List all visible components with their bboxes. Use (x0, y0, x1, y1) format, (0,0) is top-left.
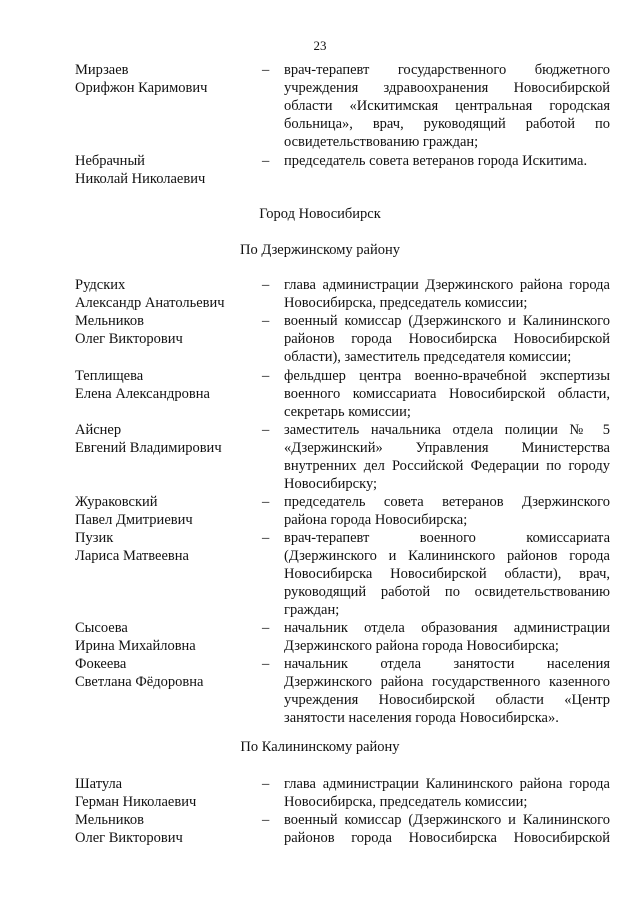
member-position-text: врач-терапевт государственного бюджетного (284, 62, 610, 78)
member-position-text: Новосибирска, председатель комиссии; (284, 794, 528, 810)
list-dash: – (262, 494, 270, 510)
member-position-text: военного комиссариата Новосибирской области, (284, 386, 610, 402)
document-line (0, 294, 640, 312)
document-line (0, 691, 640, 709)
member-name: Олег Викторович (75, 830, 183, 846)
member-name: Пузик (75, 530, 114, 546)
page-number: 23 (313, 38, 327, 53)
member-position-text: руководящий работой по освидетельствованию (284, 584, 610, 600)
document-line (0, 348, 640, 366)
document-line (0, 475, 640, 493)
member-name: Небрачный (75, 153, 145, 169)
member-position-text: районов города Новосибирска Новосибирской (284, 830, 610, 846)
member-position-text: Дзержинского района города Новосибирска; (284, 638, 559, 654)
document-line (0, 655, 640, 673)
list-dash: – (262, 313, 270, 329)
member-position-text: Новосибирска Новосибирской области), врач, (284, 566, 610, 582)
document-line (0, 61, 640, 79)
member-position-text: военный комиссар (Дзержинского и Калининского (284, 313, 610, 329)
member-name: Мельников (75, 313, 144, 329)
list-dash: – (262, 277, 270, 293)
document-line (0, 775, 640, 793)
document-line (0, 133, 640, 151)
member-position-text: внутренних дел Российской Федерации по городу (284, 458, 610, 474)
document-line (0, 547, 640, 565)
document-line (0, 97, 640, 115)
member-position-text: заместитель начальника отдела полиции № 5 (284, 422, 610, 438)
member-position-text: больница», врач, руководящий работой по (284, 116, 610, 132)
member-name: Герман Николаевич (75, 794, 197, 810)
member-name: Ирина Михайловна (75, 638, 196, 654)
heading-kalininsky-district: По Калининскому району (240, 739, 400, 755)
document-line (0, 276, 640, 294)
member-position-text: учреждения здравоохранения Новосибирской (284, 80, 610, 96)
list-dash: – (262, 656, 270, 672)
member-position-text: фельдшер центра военно-врачебной экспертизы (284, 368, 610, 384)
document-line (0, 79, 640, 97)
member-position-text: Новосибирску; (284, 476, 378, 492)
member-position-text: занятости населения города Новосибирска». (284, 710, 559, 726)
member-name: Александр Анатольевич (75, 295, 225, 311)
document-line (0, 583, 640, 601)
member-name: Рудских (75, 277, 126, 293)
document-line (0, 829, 640, 847)
member-name: Мирзаев (75, 62, 129, 78)
member-name: Евгений Владимирович (75, 440, 222, 456)
document-line (0, 529, 640, 547)
document-line (0, 457, 640, 475)
member-name: Елена Александровна (75, 386, 210, 402)
document-line (0, 811, 640, 829)
member-name: Лариса Матвеевна (75, 548, 189, 564)
member-name: Светлана Фёдоровна (75, 674, 204, 690)
document-line (0, 673, 640, 691)
member-position-text: глава администрации Калининского района города (284, 776, 610, 792)
document-line (0, 439, 640, 457)
document-line (0, 493, 640, 511)
member-position-text: «Дзержинский» Управления Министерства (284, 440, 610, 456)
member-name: Жураковский (75, 494, 158, 510)
member-name: Айснер (75, 422, 122, 438)
list-dash: – (262, 368, 270, 384)
heading-city: Город Новосибирск (259, 206, 381, 222)
member-position-text: врач-терапевт военного комиссариата (284, 530, 610, 546)
member-position-text: секретарь комиссии; (284, 404, 411, 420)
member-position-text: председатель совета ветеранов Дзержинского (284, 494, 610, 510)
document-line (0, 152, 640, 170)
member-name: Николай Николаевич (75, 171, 206, 187)
member-position-text: начальник отдела занятости населения (284, 656, 610, 672)
document-line (0, 601, 640, 619)
document-line (0, 385, 640, 403)
member-position-text: военный комиссар (Дзержинского и Калининского (284, 812, 610, 828)
member-position-text: (Дзержинского и Калининского районов города (284, 548, 610, 564)
member-position-text: Дзержинского района государственного казенного (284, 674, 610, 690)
document-line (0, 330, 640, 348)
document-line (0, 367, 640, 385)
member-name: Олег Викторович (75, 331, 183, 347)
member-name: Теплищева (75, 368, 144, 384)
member-position-text: освидетельствованию граждан; (284, 134, 479, 150)
document-line (0, 793, 640, 811)
member-position-text: учреждения Новосибирской области «Центр (284, 692, 610, 708)
document-line (0, 115, 640, 133)
member-position-text: граждан; (284, 602, 340, 618)
member-position-text: района города Новосибирска; (284, 512, 468, 528)
member-position-text: председатель совета ветеранов города Искитима. (284, 153, 588, 169)
list-dash: – (262, 776, 270, 792)
list-dash: – (262, 422, 270, 438)
member-position-text: области «Искитимская центральная городская (284, 98, 610, 114)
member-name: Шатула (75, 776, 123, 792)
list-dash: – (262, 812, 270, 828)
member-name: Мельников (75, 812, 144, 828)
list-dash: – (262, 153, 270, 169)
document-line (0, 403, 640, 421)
document-line (0, 170, 640, 188)
list-dash: – (262, 620, 270, 636)
document-line (0, 421, 640, 439)
member-position-text: начальник отдела образования администрации (284, 620, 610, 636)
member-position-text: районов города Новосибирска Новосибирской (284, 331, 610, 347)
document-line (0, 709, 640, 727)
document-line (0, 637, 640, 655)
heading-dzerzhinsky-district: По Дзержинскому району (239, 242, 401, 258)
document-line (0, 565, 640, 583)
document-line (0, 511, 640, 529)
document-line (0, 312, 640, 330)
member-name: Сысоева (75, 620, 128, 636)
member-name: Орифжон Каримович (75, 80, 208, 96)
member-name: Фокеева (75, 656, 127, 672)
list-dash: – (262, 530, 270, 546)
list-dash: – (262, 62, 270, 78)
member-position-text: Новосибирска, председатель комиссии; (284, 295, 528, 311)
member-name: Павел Дмитриевич (75, 512, 193, 528)
member-position-text: области), заместитель председателя комиссии; (284, 349, 572, 365)
member-position-text: глава администрации Дзержинского района города (284, 277, 610, 293)
document-line (0, 619, 640, 637)
